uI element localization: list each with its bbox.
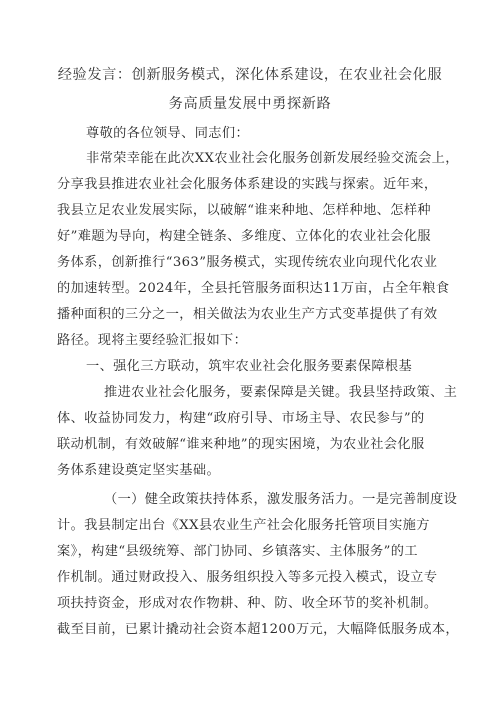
section-line-3: 联动机制，有效破解“谁来种地”的现实困境，为农业社会化服 <box>57 437 425 452</box>
document-title-line-1: 经验发言：创新服务模式，深化体系建设，在农业社会化服 <box>57 67 443 83</box>
document-title-line-2: 务高质量发展中勇探新路 <box>168 96 332 112</box>
section-line-4: 务体系建设奠定坚实基础。 <box>57 463 221 478</box>
section-line-1: 推进农业社会化服务，要素保障是关键。我县坚持政策、主 <box>104 385 458 400</box>
intro-line-8: 路径。现将主要经验汇报如下： <box>57 333 248 348</box>
intro-line-2: 分享我县推进农业社会化服务体系建设的实践与探索。近年来， <box>57 177 438 192</box>
intro-line-4: 好”难题为导向，构建全链条、多维度、立体化的农业社会化服 <box>57 229 432 244</box>
sub-line-2: 计。我县制定出台《XX县农业生产社会化服务托管项目实施方 <box>57 518 430 533</box>
sub-line-1: （一）健全政策扶持体系，激发服务活力。一是完善制度设 <box>104 492 458 507</box>
salutation: 尊敬的各位领导、同志们： <box>86 126 250 141</box>
sub-line-4: 作机制。通过财政投入、服务组织投入等多元投入模式，设立专 <box>57 570 438 585</box>
intro-line-1: 非常荣幸能在此次XX农业社会化服务创新发展经验交流会上， <box>86 151 459 166</box>
section-line-2: 体、收益协同发力，构建“政府引导、市场主导、农民参与”的 <box>57 411 425 426</box>
intro-line-6: 的加速转型。2024年，全县托管服务面积达11万亩，占全年粮食 <box>57 281 450 296</box>
section-heading: 一、强化三方联动，筑牢农业社会化服务要素保障根基 <box>86 359 413 374</box>
sub-line-5: 项扶持资金，形成对农作物耕、种、防、收全环节的奖补机制。 <box>57 596 438 611</box>
sub-line-6: 截至目前，已累计撬动社会资本超1200万元，大幅降低服务成本， <box>57 622 460 637</box>
intro-line-7: 播种面积的三分之一，相关做法为农业生产方式变革提供了有效 <box>57 307 438 322</box>
intro-line-5: 务体系，创新推行“363”服务模式，实现传统农业向现代化农业 <box>57 255 438 270</box>
sub-line-3: 案》，构建“县级统筹、部门协同、乡镇落实、主体服务”的工 <box>57 544 418 559</box>
intro-line-3: 我县立足农业发展实际，以破解“谁来种地、怎样种地、怎样种 <box>57 203 432 218</box>
